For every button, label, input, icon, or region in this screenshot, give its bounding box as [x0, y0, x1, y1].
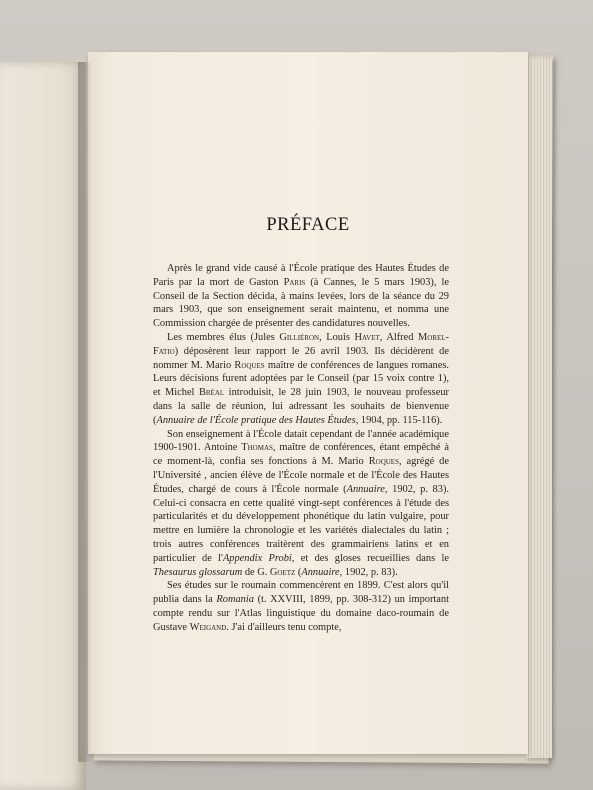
left-page [0, 62, 86, 790]
spine-shadow [78, 62, 92, 762]
paragraph-1: Après le grand vide causé à l'École pratique des Hautes Études de Paris par la mort de Gaston Paris (à Cannes, le 5 mars 1903), le Conseil de la Section décida, à mains levées, lors de la séance du 29 mars 1903, que son enseignement serait maintenu, et nomma une Commission chargée de présenter des candidatures nouvelles. [153, 263, 449, 330]
paragraph-2: Les membres élus (Jules Gilliéron, Louis Havet, Alfred Morel-Fatio) déposèrent leur rapport le 26 avril 1903. Ils décidèrent de nommer M. Mario Roques maître de conférences de langues romanes. Leurs décisions furent adoptées par le Conseil (par 15 voix contre 1), et Michel Bréal introduisit, le 28 juin 1903, le nouveau professeur dans la salle de réunion, lui adressant les souhaits de bienvenue (Annuaire de l'École pratique des Hautes Études, 1904, pp. 115-116). [153, 331, 450, 426]
body-text [153, 262, 449, 635]
paragraph-3: Son enseignement à l'École datait cependant de l'année académique 1900-1901. Antoine Thomas, maître de conférences, étant empêché à ce moment-là, confia ses fonctions à M. Mario Roques, agrégé de l'Université , ancien élève de l'École normale et de l'École des Hautes Études, chargé de cours à l'École normale (Annuaire, 1902, p. 83). Celui-ci consacra en cette qualité vingt-sept conférences à l'étude des particularités et du développement phonétique du latin vulgaire, pour mettre en lumière la chronologie et les variétés dialectales du latin ; trois autres conférences traitèrent des grammairiens latins et en particulier de l'Appendix Probi, et des gloses recueillies dans le Thesaurus glossarum de G. Goetz (Annuaire, 1902, p. 83). [153, 428, 450, 578]
paragraph-4: Ses études sur le roumain commencèrent en 1899. C'est alors qu'il publia dans la Romania (t. XXVIII, 1899, pp. 308-312) un important compte rendu sur l'Atlas linguistique du domaine daco-roumain de Gustave Weigand. J'ai d'ailleurs tenu compte, [153, 580, 450, 633]
page-edges [526, 58, 552, 758]
page-title: PRÉFACE [266, 215, 350, 235]
